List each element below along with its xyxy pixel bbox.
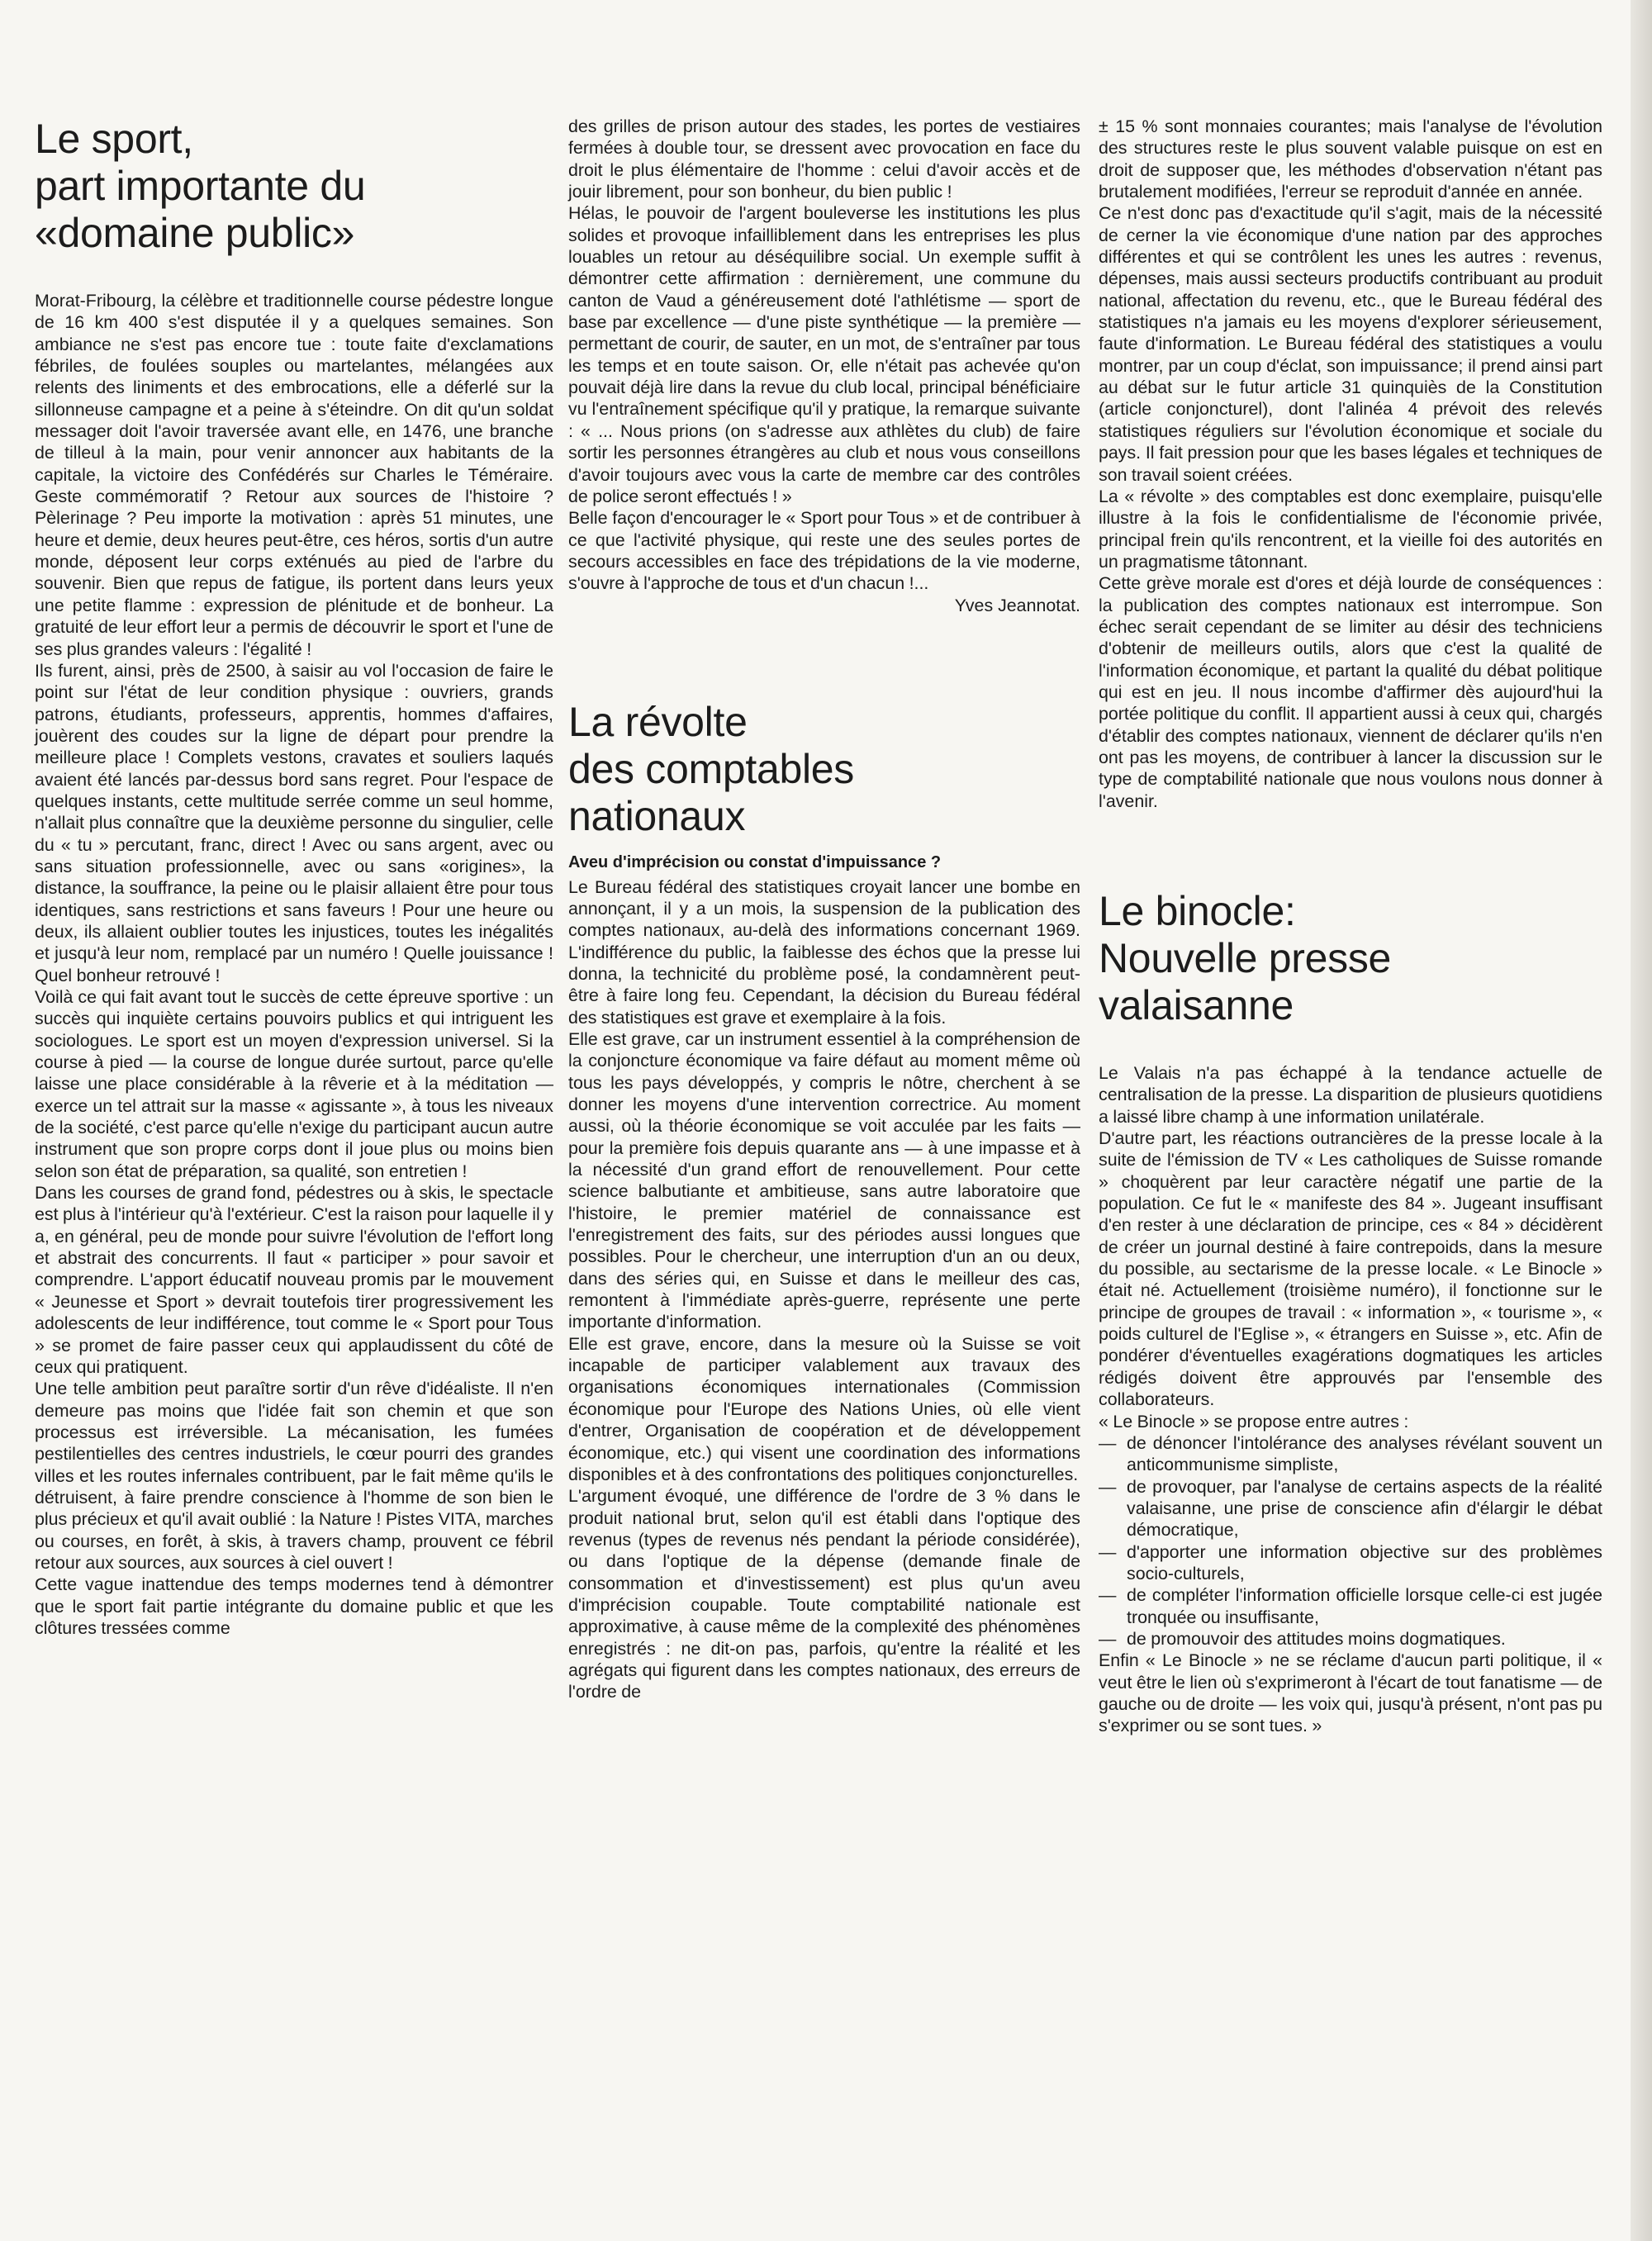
paragraph: Hélas, le pouvoir de l'argent bouleverse les institutions les plus solides et provoque infailliblement dans les entreprises les plus louables un retour au déséquilibre social. Un exemple suffit à démontrer cette affirmation : dernièrement, une commune du canton de Vaud a généreusement doté l'athlétisme — sport de base par excellence — d'une piste synthétique — la première — permettant de courir, de sauter, en un mot, de s'entraîner par tous les temps et en toute saison. Or, elle n'était pas achevée qu'on pouvait déjà lire dans la revue du club local, principal bénéficiaire vu l'entraînement spécifique qu'il y pratique, la remarque suivante : « ... Nous prions (on s'adresse aux athlètes du club) de faire sortir les personnes étrangères au club et nous vous conseillons d'avoir toujours avec vous la carte de membre car des contrôles de police seront effectués ! » bbox=[568, 203, 1080, 506]
list-item bbox=[1099, 1476, 1602, 1541]
dash-marker: — bbox=[1099, 1541, 1117, 1562]
article-revolte-continued bbox=[1099, 116, 1602, 812]
paragraph: Ce n'est donc pas d'exactitude qu'il s'agit, mais de la nécessité de cerner la vie économique d'une nation par des approches différentes et qui se contrôlent les unes les autres : revenus, dépenses, mais aussi secteurs productifs contribuant au produit national, affectation du revenu, etc., que le Bureau fédéral des statistiques n'a jamais eu les moyens d'explorer sérieusement, faute d'information. Le Bureau fédéral des statistiques a voulu montrer, par un coup d'éclat, son impuissance; il prend ainsi part au débat sur le futur article 31 quinquiès de la Constitution (article conjoncturel), dont l'alinéa 4 prévoit des relevés statistiques réguliers sur l'évolution économique et sociale du pays. Il fait pression pour que les bases légales et techniques de son travail soient créées. bbox=[1099, 203, 1602, 485]
article-subtitle: Aveu d'imprécision ou constat d'impuissance ? bbox=[568, 852, 942, 871]
paragraph: Morat-Fribourg, la célèbre et traditionnelle course pédestre longue de 16 km 400 s'est disputée il y a quelques semaines. Son ambiance ne s'est pas encore tue : toute faite d'exclamations fébriles, de foulées souples ou martelantes, mélangées aux relents des liniments et des embrocations, elle a déferlé sur la sillonneuse campagne et a peine à s'éteindre. On dit qu'un soldat messager doit l'avoir traversée avant elle, en 1476, une branche de tilleul à la main, pour venir annoncer aux habitants de la capitale, la victoire des Confédérés sur Charles le Téméraire. Geste commémoratif ? Retour aux sources de l'histoire ? Pèlerinage ? Peu importe la motivation : après 51 minutes, une heure et demie, deux heures peut-être, ces héros, sortis d'un autre monde, déposent leur corps exténués au pied de l'arbre du souvenir. Bien que repus de fatigue, ils portent dans leurs yeux une petite flamme : expression de plénitude et de bonheur. La gratuité de leur effort leur a permis de découvrir le sport et l'une de ses plus grandes valeurs : l'égalité ! bbox=[35, 291, 553, 659]
dash-marker: — bbox=[1099, 1628, 1117, 1649]
paragraph: Elle est grave, encore, dans la mesure où la Suisse se voit incapable de participer valablement aux travaux des organisations économiques internationales (Commission économique pour l'Europe des Nations Unies, où elle vient d'entrer, Organisation de coopération et de développement économique, etc.) qui visent une coordination des informations disponibles et à des confrontations des politiques conjoncturelles. bbox=[568, 1333, 1080, 1484]
dash-marker: — bbox=[1099, 1476, 1117, 1497]
headline-line: Nouvelle presse bbox=[1099, 935, 1392, 981]
paragraph: Belle façon d'encourager le « Sport pour Tous » et de contribuer à ce que l'activité physique, qui reste une des seules portes de secours accessibles en face des trépidations de la vie moderne, s'ouvre à l'approche de tous et d'un chacun !... bbox=[568, 508, 1080, 594]
article-sport-body bbox=[35, 290, 553, 1639]
column-right bbox=[1099, 116, 1602, 1737]
article-binocle-body bbox=[1099, 1062, 1602, 1737]
headline-line: valaisanne bbox=[1099, 982, 1294, 1028]
article-revolte-body bbox=[568, 876, 1080, 1703]
paragraph: Voilà ce qui fait avant tout le succès de cette épreuve sportive : un succès qui inquiète certains pouvoirs publics et qui intriguent les sociologues. Le sport est un moyen d'expression universel. Si la course à pied — la course de longue durée surtout, parce qu'elle laisse une place considérable à la rêverie et à la méditation — exerce un tel attrait sur la masse « agissante », à tous les niveaux de la société, c'est parce qu'elle n'exige du participant aucun autre instrument que son propre corps dont il joue plus ou moins bien selon son état de préparation, sa qualité, son entretien ! bbox=[35, 987, 553, 1181]
paragraph: Dans les courses de grand fond, pédestres ou à skis, le spectacle est plus à l'intérieur qu'à l'extérieur. C'est la raison pour laquelle il y a, en général, peu de monde pour suivre l'évolution de l'effort long et abstrait des concurrents. Il faut « participer » pour savoir et comprendre. L'apport éducatif nouveau promis par le mouvement « Jeunesse et Sport » devrait toutefois tirer progressivement les adolescents de leur indifférence, tout comme le « Sport pour Tous » se promet de faire passer ceux qui applaudissent du côté de ceux qui pratiquent. bbox=[35, 1183, 553, 1377]
headline-line: Le binocle: bbox=[1099, 888, 1296, 934]
paragraph: ± 15 % sont monnaies courantes; mais l'analyse de l'évolution des structures reste le plus souvent valable puisque on est en droit de supposer que, les méthodes d'observation n'étant pas brutalement modifiées, l'erreur se reproduit d'année en année. bbox=[1099, 116, 1602, 202]
paragraph: Le Valais n'a pas échappé à la tendance actuelle de centralisation de la presse. La disparition de plusieurs quotidiens a laissé libre champ à une information unilatérale. bbox=[1099, 1063, 1602, 1127]
headline-line: part importante du bbox=[35, 163, 366, 209]
headline-line: Le sport, bbox=[35, 116, 193, 162]
headline-line: des comptables bbox=[568, 745, 854, 792]
paragraph: D'autre part, les réactions outrancières de la presse locale à la suite de l'émission de TV « Les catholiques de Suisse romande » choquèrent par leur caractère négatif une partie de la population. Ce fut le « manifeste des 84 ». Jugeant insuffisant d'en rester à une déclaration de principe, ces « 84 » décidèrent de créer un journal destiné à faire contrepoids, dans la mesure du possible, au sectarisme de la presse locale. « Le Binocle » était né. Actuellement (troisième numéro), il fonctionne sur le principe de groupes de travail : « information », « tourisme », « poids culturel de l'Eglise », « étrangers en Suisse », etc. Afin de pondérer d'éventuelles exagérations dogmatiques les articles rédigés doivent être approuvés par l'ensemble des collaborateurs. bbox=[1099, 1128, 1602, 1410]
author-signature: Yves Jeannotat. bbox=[954, 595, 1080, 615]
paragraph: L'argument évoqué, une différence de l'ordre de 3 % dans le produit national brut, selon qu'il est établi dans l'optique des revenus (types de revenus nés pendant la période considérée), ou dans l'optique de la dépense (demande finale de consommation et d'investissement) est plus qu'un aveu d'imprécision coupable. Toute comptabilité nationale est approximative, à cause même de la complexité des phénomènes enregistrés : ne dit-on pas, parfois, qu'entre la réalité et les agrégats qui figurent dans les comptes nationaux, des erreurs de l'ordre de bbox=[568, 1486, 1080, 1702]
paragraph: des grilles de prison autour des stades, les portes de vestiaires fermées à double tour, se dressent avec provocation en face du droit le plus élémentaire de l'homme : celui d'avoir accès et de jouir librement, pour son bonheur, du bien public ! bbox=[568, 116, 1080, 202]
list-item-text: de promouvoir des attitudes moins dogmatiques. bbox=[1127, 1628, 1506, 1649]
aims-list bbox=[1099, 1432, 1602, 1650]
list-item bbox=[1099, 1432, 1602, 1476]
list-item-text: de provoquer, par l'analyse de certains aspects de la réalité valaisanne, une prise de conscience afin d'élargir le débat démocratique, bbox=[1127, 1476, 1602, 1541]
article-sport-continued bbox=[568, 116, 1080, 616]
list-item-text: de dénoncer l'intolérance des analyses révélant souvent un anticommunisme simpliste, bbox=[1127, 1432, 1602, 1475]
paragraph: Enfin « Le Binocle » ne se réclame d'aucun parti politique, il « veut être le lien où s'exprimeront à l'écart de tout fanatisme — de gauche ou de droite — les voix qui, jusqu'à présent, n'ont pas pu s'exprimer ou se sont tues. » bbox=[1099, 1650, 1602, 1736]
list-item bbox=[1099, 1541, 1602, 1585]
page-binding-edge bbox=[1631, 0, 1652, 2241]
list-item-text: d'apporter une information objective sur des problèmes socio-culturels, bbox=[1127, 1541, 1602, 1583]
column-left bbox=[35, 116, 553, 1639]
headline-line: «domaine public» bbox=[35, 210, 355, 256]
paragraph: Elle est grave, car un instrument essentiel à la compréhension de la conjoncture économique va faire défaut au moment même où tous les pays développés, y compris le nôtre, cherchent à se donner les moyens d'une intervention correctrice. Au moment aussi, où la théorie économique se voit acculée par les faits — pour la première fois depuis quarante ans — à une impasse et à la nécessité d'un grand effort de renouvellement. Pour cette science balbutiante et ambitieuse, sans autre laboratoire que l'histoire, le premier matériel de connaissance est l'enregistrement des faits, sur des périodes aussi longues que possibles. Pour le chercheur, une interruption d'un an ou deux, dans des séries qui, en Suisse et dans le meilleur des cas, remontent à l'immédiate après-guerre, représente une perte importante d'information. bbox=[568, 1028, 1080, 1332]
column-middle bbox=[568, 116, 1080, 1703]
paragraph: Ils furent, ainsi, près de 2500, à saisir au vol l'occasion de faire le point sur l'état de leur condition physique : ouvriers, grands patrons, étudiants, professeurs, apprentis, hommes d'affaires, jouèrent des coudes sur la ligne de départ pour prendre la meilleure place ! Complets vestons, cravates et souliers laqués avaient été lancés par-dessus bord sans regret. Pour l'espace de quelques instants, cette multitude serrée comme un seul homme, n'allait plus connaître que la deuxième personne du singulier, celle du « tu » percutant, franc, direct ! Avec ou sans argent, avec ou sans situation professionnelle, avec ou sans «origines», la distance, la souffrance, la peine ou le plaisir allaient être pour tous identiques, sans restrictions et sans faveurs ! Pour une heure ou deux, ils allaient oublier toutes les injustices, toutes les inégalités et jusqu'à leur nom, remplacé par un numéro ! Quelle jouissance ! Quel bonheur retrouvé ! bbox=[35, 660, 553, 985]
paragraph: Le Bureau fédéral des statistiques croyait lancer une bombe en annonçant, il y a un mois, la suspension de la publication des comptes nationaux, au-delà des informations concernant 1969. L'indifférence du public, la faiblesse des échos que la presse lui donna, la technicité du problème posé, la condamnèrent peut-être à faire long feu. Cependant, la décision du Bureau fédéral des statistiques est grave et exemplaire à la fois. bbox=[568, 876, 1080, 1028]
paragraph: Une telle ambition peut paraître sortir d'un rêve d'idéaliste. Il n'en demeure pas moins que l'idée fait son chemin et que son processus est irréversible. La mécanisation, les fumées pestilentielles des centres industriels, le cœur pourri des grandes villes et les routes infernales contribuent, par le fait même qu'ils le détruisent, à faire prendre conscience à l'homme de son bien le plus précieux et qu'il avait oublié : la Nature ! Pistes VITA, marches ou courses, en forêt, à skis, à travers champ, prouvent ce fébril retour aux sources, aux sources à ciel ouvert ! bbox=[35, 1379, 553, 1573]
headline-binocle bbox=[1099, 888, 1602, 1029]
list-item-text: de compléter l'information officielle lorsque celle-ci est jugée tronquée ou insuffisante, bbox=[1127, 1585, 1602, 1627]
dash-marker: — bbox=[1099, 1432, 1117, 1453]
list-item bbox=[1099, 1628, 1602, 1650]
paragraph: Cette vague inattendue des temps modernes tend à démontrer que le sport fait partie intégrante du domaine public et que les clôtures tressées comme bbox=[35, 1574, 553, 1638]
headline-line: La révolte bbox=[568, 698, 748, 745]
paragraph: Cette grève morale est d'ores et déjà lourde de conséquences : la publication des comptes nationaux est interrompue. Son échec serait cependant de se limiter au désir des techniciens d'obtenir de meilleurs outils, alors que c'est la qualité de l'information économique, et partant la qualité du débat politique qui est en jeu. Il nous incombe d'affirmer dès aujourd'hui la portée politique du conflit. Il appartient aussi à ceux qui, chargés d'établir des comptes nationaux, viennent de déclarer qu'ils n'en ont pas les moyens, de contribuer à lancer la discussion sur le type de comptabilité nationale que nous voulons nous donner à l'avenir. bbox=[1099, 573, 1602, 811]
paragraph: La « révolte » des comptables est donc exemplaire, puisqu'elle illustre à la fois le confidentialisme de l'économie privée, principal frein qu'ils rencontrent, et la vieille foi des autorités en un pragmatisme tâtonnant. bbox=[1099, 486, 1602, 572]
headline-line: nationaux bbox=[568, 792, 746, 839]
dash-marker: — bbox=[1099, 1585, 1117, 1606]
list-item bbox=[1099, 1584, 1602, 1628]
paragraph: « Le Binocle » se propose entre autres : bbox=[1099, 1411, 1409, 1431]
headline-sport bbox=[35, 116, 553, 257]
headline-revolte bbox=[568, 699, 1080, 840]
